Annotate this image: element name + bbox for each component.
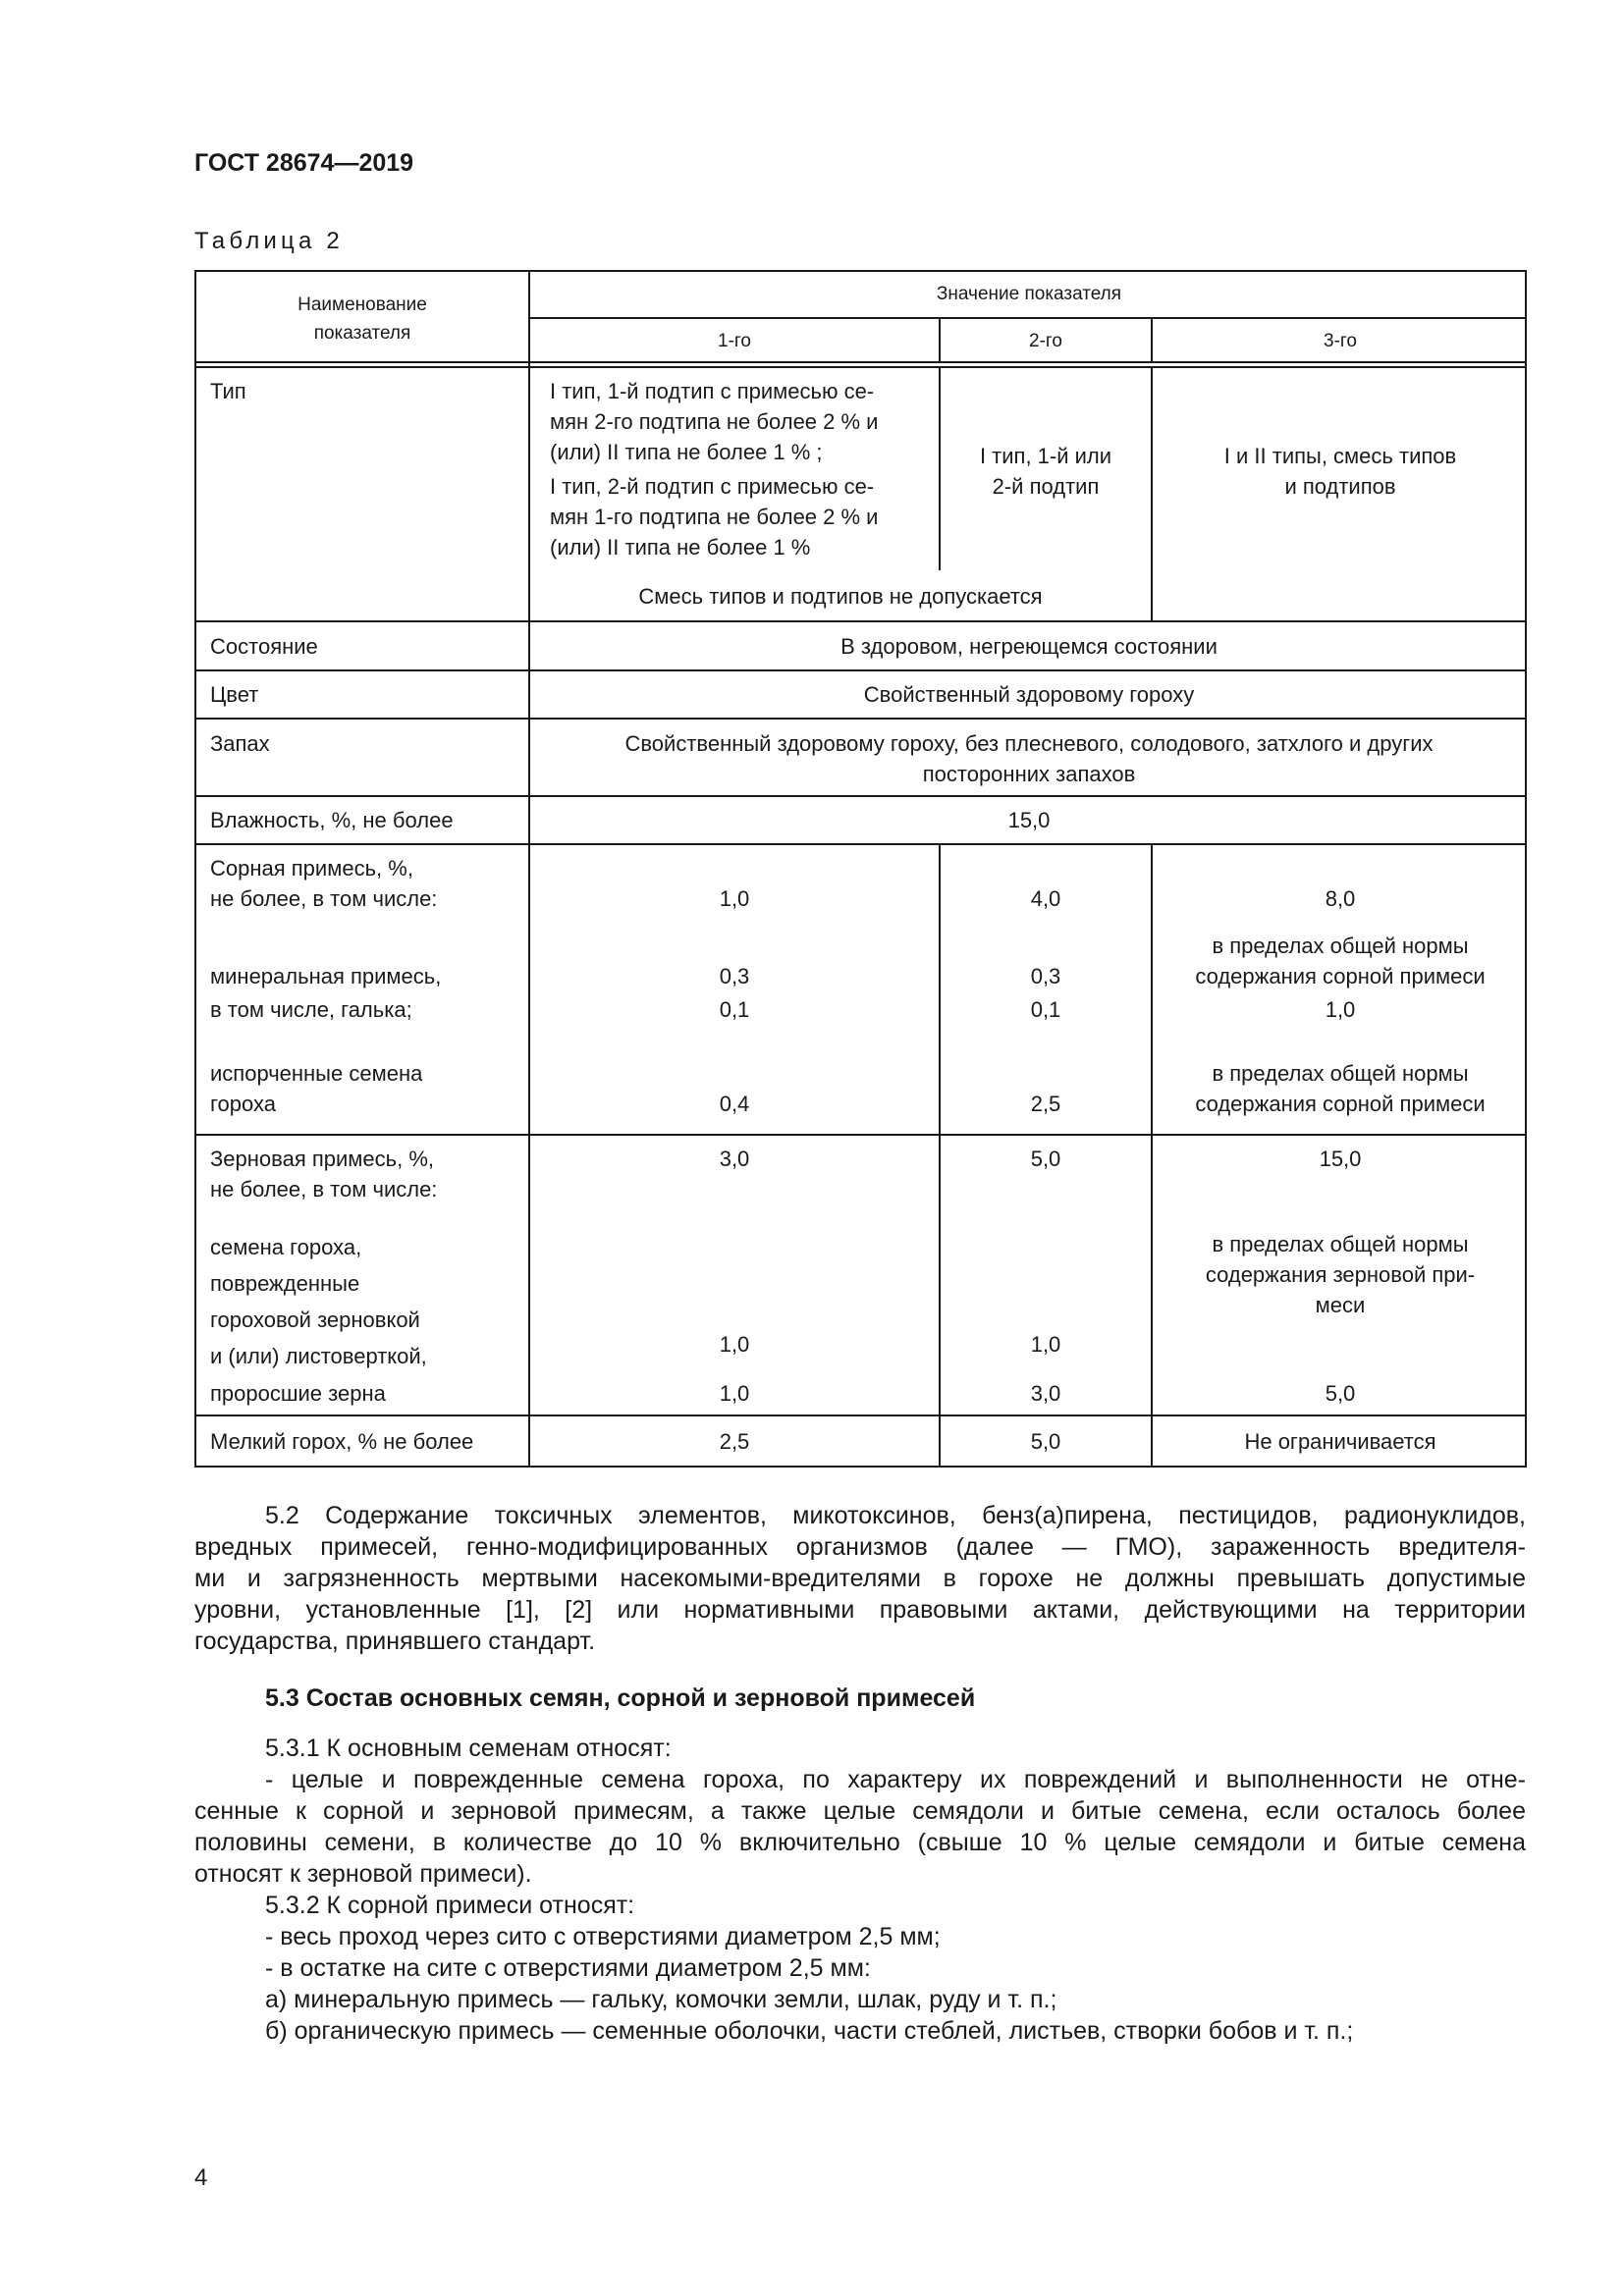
table-caption: Таблица 2 (194, 228, 344, 254)
column-header-grade-1: 1-го (718, 331, 751, 351)
small-peas-grade2: 5,0 (1030, 1429, 1061, 1454)
damaged-grade3: в пределах общей нормы содержания зерновой при- меси (1205, 1232, 1476, 1317)
page-number: 4 (194, 2164, 208, 2191)
sprouted-grade3: 5,0 (1325, 1381, 1356, 1406)
row-label-damaged: семена гороха, поврежденные гороховой зерновкой и (или) листоверткой, (210, 1235, 427, 1368)
type-grade3: I и II типы, смесь типов и подтипов (1223, 444, 1457, 499)
weed-grade2: 4,0 (1030, 886, 1061, 911)
type-grade1-subtype2: I тип, 2-й подтип с примесью се- мян 1-го подтипа не более 2 % и (или) II типа не более 1 % (550, 474, 879, 560)
sprouted-grade2: 3,0 (1030, 1381, 1061, 1406)
type-grade2: I тип, 1-й или 2-й подтип (979, 444, 1112, 499)
row-label-grain: Зерновая примесь, %, не более, в том числе: (210, 1147, 438, 1201)
row-label-mineral: минеральная примесь, (210, 964, 442, 988)
column-header-name: Наименование показателя (298, 294, 427, 344)
paragraph-5-3-1: 5.3.1 К основным семенам относят: (265, 1735, 672, 1762)
list-item: - в остатке на сите с отверстиями диаметром 2,5 мм: (265, 1954, 871, 1982)
type-grade1-subtype1: I тип, 1-й подтип с примесью се- мян 2-го подтипа не более 2 % и (или) II типа не более 1 % ; (550, 379, 879, 464)
grain-grade3: 15,0 (1319, 1147, 1362, 1171)
pebble-grade2: 0,1 (1030, 997, 1061, 1022)
damaged-grade2: 1,0 (1030, 1332, 1061, 1357)
list-item: а) минеральную примесь — гальку, комочки земли, шлак, руду и т. п.; (265, 1986, 1057, 2013)
mineral-grade1: 0,3 (719, 964, 750, 988)
grain-grade2: 5,0 (1030, 1147, 1061, 1171)
document-header: ГОСТ 28674—2019 (194, 149, 414, 177)
sprouted-grade1: 1,0 (719, 1381, 750, 1406)
small-peas-grade3: Не ограничивается (1244, 1429, 1436, 1454)
row-label-pebble: в том числе, галька; (210, 997, 412, 1022)
pebble-grade3: 1,0 (1325, 997, 1356, 1022)
moisture-value: 15,0 (1007, 808, 1051, 832)
row-label-moisture: Влажность, %, не более (210, 808, 454, 832)
row-label-small-peas: Мелкий горох, % не более (210, 1429, 474, 1454)
color-value: Свойственный здоровому гороху (863, 682, 1195, 707)
damaged-grade1: 1,0 (719, 1332, 750, 1357)
paragraph-5-3-2: 5.3.2 К сорной примеси относят: (265, 1892, 635, 1919)
list-item: б) органическую примесь — семенные оболочки, части стеблей, листьев, створки бобов и т. п.; (265, 2017, 1354, 2045)
mineral-grade3: в пределах общей нормы содержания сорной примеси (1195, 934, 1486, 988)
spoiled-grade2: 2,5 (1030, 1092, 1061, 1116)
spoiled-grade3: в пределах общей нормы содержания сорной примеси (1195, 1061, 1486, 1116)
row-label-color: Цвет (210, 682, 259, 707)
spoiled-grade1: 0,4 (719, 1092, 750, 1116)
row-label-smell: Запах (210, 731, 270, 756)
row-label-type: Тип (210, 379, 246, 403)
type-note: Смесь типов и подтипов не допускается (638, 584, 1043, 609)
column-header-grade-2: 2-го (1029, 331, 1062, 351)
section-heading-5-3: 5.3 Состав основных семян, сорной и зерновой примесей (265, 1684, 976, 1712)
row-label-sprouted: проросшие зерна (210, 1381, 386, 1406)
mineral-grade2: 0,3 (1030, 964, 1061, 988)
small-peas-grade1: 2,5 (719, 1429, 750, 1454)
row-label-weed: Сорная примесь, %, не более, в том числе: (210, 856, 438, 911)
row-label-state: Состояние (210, 634, 318, 659)
row-label-spoiled: испорченные семена гороха (210, 1061, 423, 1116)
pebble-grade1: 0,1 (719, 997, 750, 1022)
column-group-header: Значение показателя (936, 284, 1122, 304)
smell-value: Свойственный здоровому гороху, без плесневого, солодового, затхлого и других посторонних запахов (624, 731, 1434, 786)
grain-grade1: 3,0 (719, 1147, 750, 1171)
state-value: В здоровом, негреющемся состоянии (840, 634, 1218, 659)
weed-grade1: 1,0 (719, 886, 750, 911)
column-header-grade-3: 3-го (1324, 331, 1357, 351)
list-item: - весь проход через сито с отверстиями диаметром 2,5 мм; (265, 1923, 941, 1950)
weed-grade3: 8,0 (1325, 886, 1356, 911)
